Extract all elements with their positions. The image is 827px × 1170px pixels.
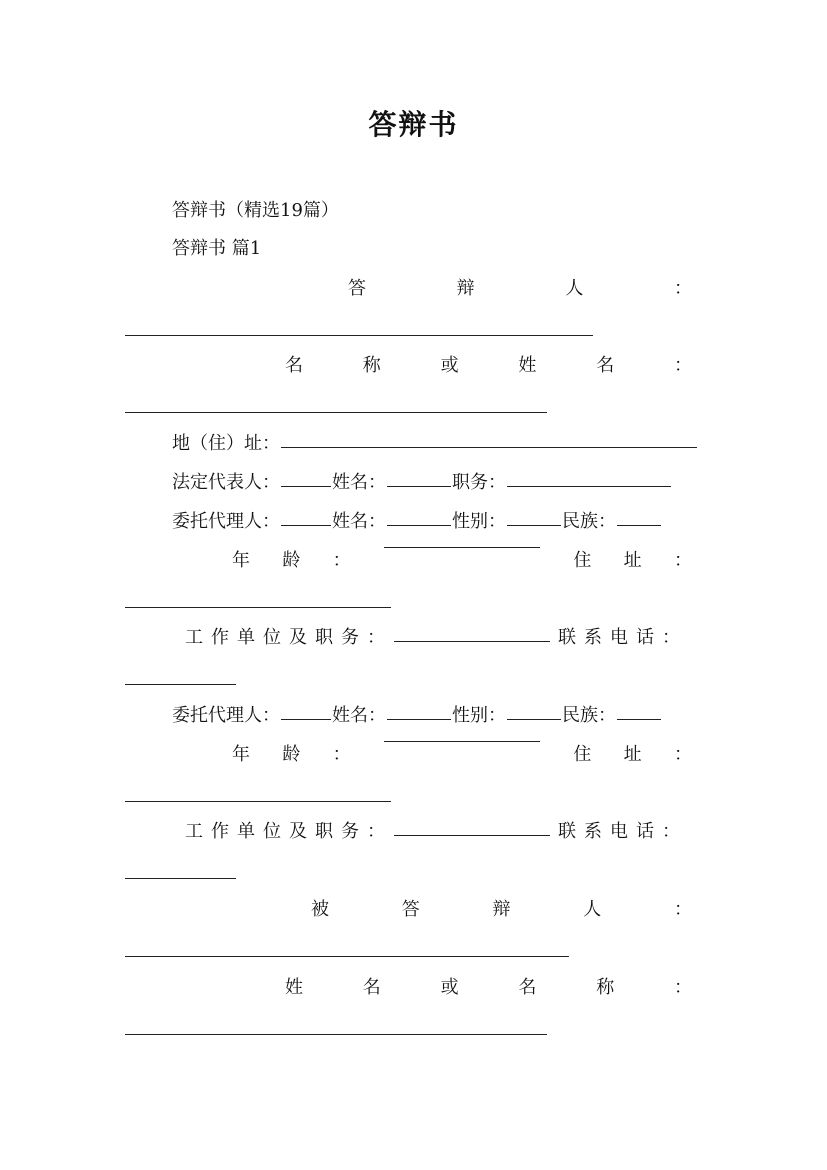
agent-2-work-row bbox=[185, 820, 688, 844]
agent-2-name-label: 姓名： bbox=[332, 705, 386, 726]
legal-rep-position-label: 职务： bbox=[452, 472, 506, 493]
name-label: 名 称 或 姓 名 ： bbox=[285, 355, 692, 376]
document-subtitle: 答辩书（精选19篇） bbox=[172, 200, 339, 221]
agent-2-gender-label: 性别： bbox=[452, 705, 506, 726]
agent-1-gender-blank bbox=[507, 525, 561, 526]
agent-2-row bbox=[172, 704, 662, 728]
agent-2-age-address-row: 年 龄 ： 住 址 ： bbox=[232, 743, 692, 767]
agent-1-ethnicity-label: 民族： bbox=[562, 511, 616, 532]
opposing-name-label: 姓 名 或 名 称 ： bbox=[285, 977, 692, 998]
legal-rep-name-label: 姓名： bbox=[332, 472, 386, 493]
agent-1-ethnicity-blank bbox=[617, 525, 661, 526]
agent-2-address-blank bbox=[125, 801, 391, 802]
address-row bbox=[172, 432, 698, 456]
agent-2-phone-label: 联系电话： bbox=[558, 821, 688, 842]
opposing-name-blank bbox=[125, 1034, 547, 1035]
agent-2-work-blank bbox=[394, 835, 550, 836]
address-blank bbox=[281, 447, 697, 448]
agent-2-ethnicity-blank bbox=[617, 719, 661, 720]
agent-1-phone-label: 联系电话： bbox=[558, 627, 688, 648]
agent-1-work-label: 工作单位及职务： bbox=[185, 627, 393, 648]
agent-1-age-address-row: 年 龄 ： 住 址 ： bbox=[232, 549, 692, 573]
agent-2-blank bbox=[281, 719, 331, 720]
agent-1-phone-blank bbox=[125, 684, 236, 685]
agent-1-work-row bbox=[185, 626, 688, 650]
agent-1-label: 委托代理人： bbox=[172, 511, 280, 532]
opposing-party-label: 被 答 辩 人 ： bbox=[311, 899, 692, 920]
legal-rep-blank bbox=[281, 486, 331, 487]
agent-2-age-blank bbox=[384, 741, 540, 742]
legal-rep-label: 法定代表人： bbox=[172, 472, 280, 493]
agent-1-name-label: 姓名： bbox=[332, 511, 386, 532]
agent-2-phone-blank bbox=[125, 878, 236, 879]
legal-rep-position-blank bbox=[507, 486, 671, 487]
respondent-blank bbox=[125, 335, 593, 336]
legal-rep-row bbox=[172, 471, 672, 495]
agent-1-blank bbox=[281, 525, 331, 526]
name-blank bbox=[125, 412, 547, 413]
agent-2-name-blank bbox=[387, 719, 451, 720]
agent-2-gender-blank bbox=[507, 719, 561, 720]
agent-1-address-blank bbox=[125, 607, 391, 608]
opposing-party-blank bbox=[125, 956, 569, 957]
address-label: 地（住）址： bbox=[172, 433, 280, 454]
agent-1-age-blank bbox=[384, 547, 540, 548]
section-heading: 答辩书 篇1 bbox=[172, 238, 262, 259]
agent-1-row bbox=[172, 510, 662, 534]
legal-rep-name-blank bbox=[387, 486, 451, 487]
agent-1-work-blank bbox=[394, 641, 550, 642]
agent-1-gender-label: 性别： bbox=[452, 511, 506, 532]
agent-2-ethnicity-label: 民族： bbox=[562, 705, 616, 726]
document-title: 答辩书 bbox=[368, 108, 459, 141]
agent-2-work-label: 工作单位及职务： bbox=[185, 821, 393, 842]
agent-1-name-blank bbox=[387, 525, 451, 526]
agent-2-label: 委托代理人： bbox=[172, 705, 280, 726]
respondent-label: 答 辩 人 ： bbox=[348, 278, 692, 299]
